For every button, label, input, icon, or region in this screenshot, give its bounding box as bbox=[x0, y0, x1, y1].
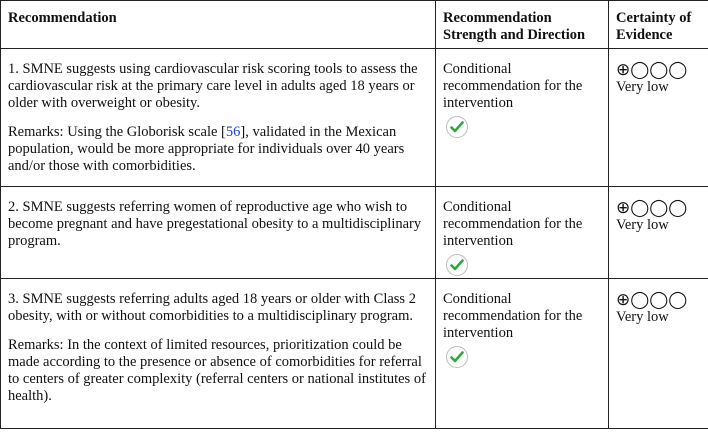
table-row bbox=[1, 49, 708, 187]
certainty-symbols: ⊕◯◯◯ bbox=[616, 290, 688, 310]
recommendation-cell bbox=[1, 187, 436, 279]
header-row bbox=[1, 1, 708, 49]
reference-link[interactable]: 56 bbox=[225, 124, 241, 140]
recommendation-text: 1. SMNE suggests using cardiovascular risk scoring tools to assess the cardiovascular risk at the primary care level in adults aged 18 years or older with overweight or obesity. bbox=[8, 61, 418, 111]
header-strength: Recommendation Strength and Direction bbox=[436, 1, 609, 49]
recommendation-cell bbox=[1, 279, 436, 429]
certainty-label: Very low bbox=[616, 309, 669, 325]
recommendation-text: 2. SMNE suggests referring women of reproductive age who wish to become pregnant and have pregestational obesity to a multidisciplinary program. bbox=[8, 199, 422, 249]
strength-text: Conditional recommendation for the intervention bbox=[443, 199, 583, 249]
strength-cell bbox=[436, 187, 609, 279]
recommendation-remark: Remarks: Using the Globorisk scale [56], validated in the Mexican population, would be more appropriate for individuals over 40 years and/or those with comorbidities. bbox=[8, 124, 405, 174]
certainty-cell bbox=[609, 279, 708, 429]
check-icon bbox=[446, 116, 468, 138]
certainty-label: Very low bbox=[616, 79, 669, 95]
certainty-symbols: ⊕◯◯◯ bbox=[616, 198, 688, 218]
strength-cell bbox=[436, 279, 609, 429]
recommendation-cell bbox=[1, 49, 436, 187]
check-icon bbox=[446, 346, 468, 368]
recommendation-remark: Remarks: In the context of limited resources, prioritization could be made according to the presence or absence of comorbidities for referral to centers of greater complexity (referral centers or national institutes of health). bbox=[8, 337, 426, 404]
recommendation-text: 3. SMNE suggests referring adults aged 18 years or older with Class 2 obesity, with or without comorbidities to a multidisciplinary program. bbox=[8, 291, 416, 324]
table-row bbox=[1, 187, 708, 279]
certainty-cell bbox=[609, 187, 708, 279]
certainty-symbols: ⊕◯◯◯ bbox=[616, 60, 688, 80]
table-row bbox=[1, 279, 708, 429]
strength-text: Conditional recommendation for the intervention bbox=[443, 291, 583, 341]
check-icon bbox=[446, 254, 468, 276]
certainty-label: Very low bbox=[616, 217, 669, 233]
certainty-cell bbox=[609, 49, 708, 187]
header-certainty: Certainty of Evidence bbox=[609, 1, 708, 49]
header-recommendation: Recommendation bbox=[1, 1, 436, 49]
strength-text: Conditional recommendation for the intervention bbox=[443, 61, 583, 111]
strength-cell bbox=[436, 49, 609, 187]
